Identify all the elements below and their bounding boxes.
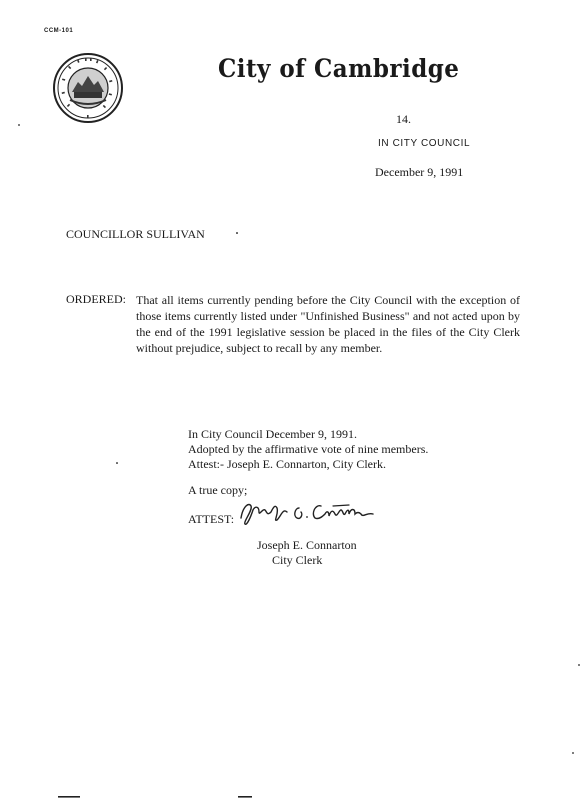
scan-speck: [116, 462, 118, 464]
signature-image: [237, 496, 377, 526]
scan-speck: [236, 232, 238, 234]
scan-speck: [572, 752, 574, 754]
action-line-vote: Adopted by the affirmative vote of nine members.: [188, 442, 429, 456]
order-date: December 9, 1991: [375, 165, 464, 179]
signer-name: Joseph E. Connarton: [257, 538, 357, 552]
order-text: That all items currently pending before the City Council with the exception of those items currently listed under "Unfinished Business" and not acted upon by the end of the 1991 legislative session be placed in the files of the City Clerk without prejudice, subject to recall by any member.: [136, 293, 520, 355]
city-title: City of Cambridge: [218, 54, 460, 83]
attest-label: ATTEST:: [188, 512, 235, 526]
scan-speck: [18, 124, 20, 126]
city-seal-icon: [52, 52, 124, 124]
ordered-label: ORDERED:: [66, 292, 126, 306]
form-code: CCM-101: [44, 28, 74, 34]
action-line-attest: Attest:- Joseph E. Connarton, City Clerk.: [188, 457, 386, 471]
scan-speck: [578, 664, 580, 666]
true-copy-label: A true copy;: [188, 483, 248, 497]
council-action: [188, 427, 428, 472]
action-line-date: In City Council December 9, 1991.: [188, 427, 357, 441]
council-heading: IN CITY COUNCIL: [378, 138, 471, 149]
sponsor-name: COUNCILLOR SULLIVAN: [66, 227, 205, 241]
item-number: 14.: [396, 112, 411, 126]
page-edge-marks: [0, 794, 588, 800]
signer-title: City Clerk: [272, 553, 323, 567]
